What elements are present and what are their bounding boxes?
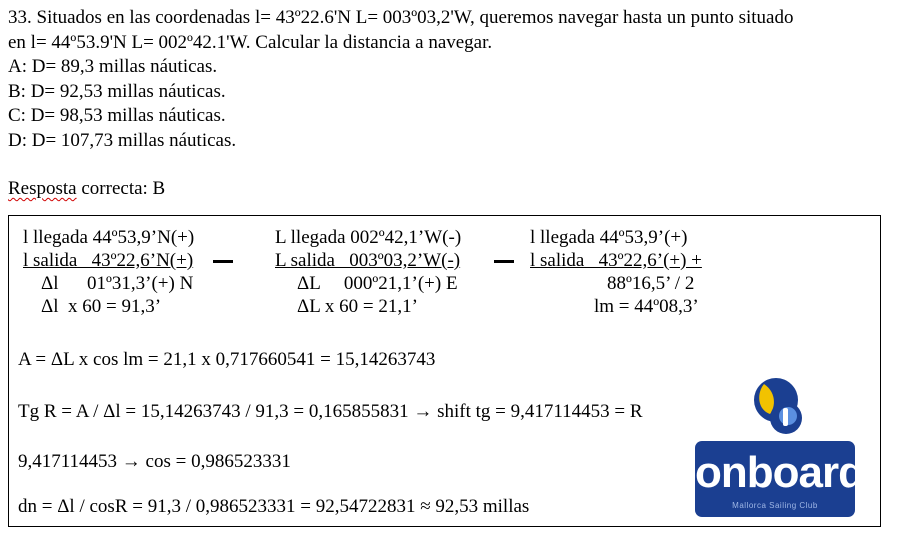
col2-llegada: L llegada 002º42,1’W(-) (275, 227, 462, 248)
equation-distance: dn = Δl / cosR = 91,3 / 0,986523331 = 92,54722831 ≈ 92,53 millas (18, 496, 530, 517)
equation-course: Tg R = A / Δl = 15,14263743 / 91,3 = 0,165855831 → shift tg = 9,417114453 = R (18, 401, 643, 422)
col3-mean-latitude: lm = 44º08,3’ (594, 296, 699, 317)
col1-llegada: l llegada 44º53,9’N(+) (23, 227, 195, 248)
option-b: B: D= 92,53 millas náuticas. (8, 80, 226, 102)
col3-sum: 88º16,5’ / 2 (607, 273, 695, 294)
option-c: C: D= 98,53 millas náuticas. (8, 105, 226, 126)
col1-delta-minutes: Δl x 60 = 91,3’ (41, 296, 162, 317)
question-block (8, 6, 896, 153)
col1-salida: l salida 43º22,6’N(+) (23, 250, 194, 271)
equation-departure: A = ΔL x cos lm = 21,1 x 0,717660541 = 15,14263743 (18, 349, 436, 370)
question-text-line-1: 33. Situados en las coordenadas l= 43º22.6'N L= 003º03,2'W, queremos navegar hasta un punto situado (8, 7, 794, 28)
col2-delta-minutes: ΔL x 60 = 21,1’ (297, 296, 418, 317)
col2-salida: L salida 003º03,2’W(-) (275, 250, 461, 271)
correct-answer-text: correcta: B (76, 178, 166, 199)
question-text-line-2: en l= 44º53.9'N L= 002º42.1'W. Calcular la distancia a navegar. (8, 31, 493, 53)
equation-cosine: 9,417114453 → cos = 0,986523331 (18, 451, 291, 472)
col1-delta: Δl 01º31,3’(+) N (41, 273, 194, 294)
spellcheck-word: Resposta (8, 178, 77, 199)
col3-salida: l salida 43º22,6’(+) + (530, 250, 702, 271)
logo-subtitle: Mallorca Sailing Club (732, 501, 818, 510)
option-d: D: D= 107,73 millas náuticas. (8, 129, 237, 151)
col2-delta: ΔL 000º21,1’(+) E (297, 273, 458, 294)
subtraction-bar (494, 260, 514, 263)
option-a: A: D= 89,3 millas náuticas. (8, 56, 218, 77)
onboard-logo (695, 441, 864, 517)
logo-text: onboard (695, 448, 864, 497)
subtraction-bar (213, 260, 233, 263)
col3-llegada: l llegada 44º53,9’(+) (530, 227, 688, 248)
logo-sail-icon (750, 376, 810, 438)
correct-answer (8, 178, 165, 200)
